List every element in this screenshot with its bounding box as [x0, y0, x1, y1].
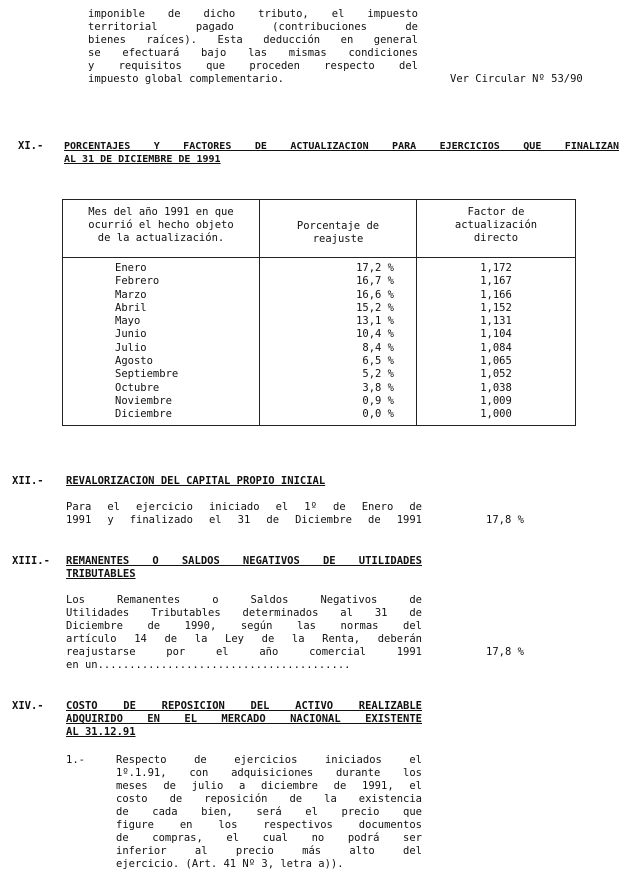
text-line: artículo 14 de la Ley de la Renta, deberán: [66, 633, 422, 645]
text-line: imponible de dicho tributo, el impuesto: [88, 8, 418, 20]
percentage-cell: 0,0 %: [362, 408, 394, 421]
factor-cell: 1,166: [480, 288, 512, 301]
header-line: de la actualización.: [97, 232, 225, 244]
header-line: reajuste: [312, 233, 364, 245]
factor-cell: 1,104: [480, 328, 512, 341]
month-cell: Marzo: [115, 288, 147, 301]
month-cell: Junio: [115, 328, 147, 341]
factor-cell: 1,084: [480, 341, 512, 354]
text-line: se efectuará bajo las mismas condiciones: [88, 47, 418, 59]
text-line: costo de reposición de la existencia: [116, 793, 422, 805]
table-body-row: [63, 258, 576, 426]
month-cell: Octubre: [115, 381, 160, 394]
header-line: Factor de: [467, 206, 525, 218]
title-line: PORCENTAJES Y FACTORES DE ACTUALIZACION PARA EJERCICIOS QUE FINALIZAN: [64, 141, 619, 152]
text-line: Para el ejercicio iniciado el 1º de Enero de: [66, 501, 422, 513]
header-line: directo: [473, 232, 519, 244]
month-column: [63, 258, 260, 426]
factor-cell: 1,152: [480, 301, 512, 314]
title-line: COSTO DE REPOSICION DEL ACTIVO REALIZABLE: [66, 700, 422, 712]
factor-cell: 1,038: [480, 381, 512, 394]
section-title: [66, 700, 422, 739]
title-line: REMANENTES O SALDOS NEGATIVOS DE UTILIDADES: [66, 555, 422, 567]
revaluation-value: 17,8 %: [486, 514, 524, 526]
header-month: [63, 200, 260, 258]
section-title: [64, 140, 619, 166]
month-cell: Febrero: [115, 275, 160, 288]
text-line: 1991 y finalizado el 31 de Diciembre de 1991: [66, 514, 422, 526]
text-line: Utilidades Tributables determinados al 31 de: [66, 607, 422, 619]
circular-reference: Ver Circular Nº 53/90: [450, 73, 583, 85]
header-line: actualización: [454, 219, 538, 231]
section-number: XII.-: [12, 475, 44, 487]
header-factor: [417, 200, 576, 258]
percentage-cell: 16,7 %: [356, 275, 394, 288]
month-cell: Mayo: [115, 315, 141, 328]
item-number: 1.-: [66, 754, 85, 766]
adjustment-value: 17,8 %: [486, 646, 524, 658]
text-line: Respecto de ejercicios iniciados el: [116, 754, 422, 766]
section-number: XIII.-: [12, 555, 50, 567]
factor-cell: 1,172: [480, 262, 512, 274]
update-factors-table: [62, 199, 576, 426]
header-line: ocurrió el hecho objeto: [88, 219, 234, 231]
text-line: 1º.1.91, con adquisiciones durante los: [116, 767, 422, 779]
percentage-cell: 8,4 %: [362, 341, 394, 354]
text-line: Diciembre de 1990, según las normas del: [66, 620, 422, 632]
factor-cell: 1,167: [480, 275, 512, 288]
section-number: XI.-: [18, 140, 44, 152]
text-line: impuesto global complementario.: [88, 73, 284, 85]
title-line: AL 31.12.91: [66, 726, 136, 738]
month-cell: Septiembre: [115, 368, 179, 381]
title-line: TRIBUTABLES: [66, 568, 136, 580]
header-line: Porcentaje de: [296, 220, 380, 232]
text-line: inferior al precio más alto del: [116, 845, 422, 857]
text-line: reajustarse por el año comercial 1991: [66, 646, 422, 658]
month-cell: Enero: [115, 262, 147, 274]
title-line: AL 31 DE DICIEMBRE DE 1991: [64, 154, 221, 165]
month-cell: Abril: [115, 301, 147, 314]
text-line: en un........................................: [66, 659, 351, 671]
text-line: y requisitos que proceden respecto del: [88, 60, 418, 72]
percentage-cell: 10,4 %: [356, 328, 394, 341]
section-number: XIV.-: [12, 700, 44, 712]
text-line: meses de julio a diciembre de 1991, el: [116, 780, 422, 792]
text-line: de cada bien, será el precio que: [116, 806, 422, 818]
factor-cell: 1,009: [480, 394, 512, 407]
text-line: territorial pagado (contribuciones de: [88, 21, 418, 33]
section-paragraph: [66, 594, 422, 672]
percentage-cell: 13,1 %: [356, 315, 394, 328]
title-line: ADQUIRIDO EN EL MERCADO NACIONAL EXISTENTE: [66, 713, 422, 725]
table-header-row: [63, 200, 576, 258]
percentage-cell: 3,8 %: [362, 381, 394, 394]
section-title: [66, 555, 422, 581]
percentage-column: [260, 258, 417, 426]
percentage-cell: 17,2 %: [356, 262, 394, 274]
percentage-cell: 15,2 %: [356, 301, 394, 314]
text-line: bienes raíces). Esta deducción en general: [88, 34, 418, 46]
header-percentage: [260, 200, 417, 258]
percentage-cell: 0,9 %: [362, 394, 394, 407]
factor-cell: 1,000: [480, 408, 512, 421]
text-line: figure en los respectivos documentos: [116, 819, 422, 831]
factor-column: [417, 258, 576, 426]
month-cell: Julio: [115, 341, 147, 354]
header-line: Mes del año 1991 en que: [88, 206, 234, 218]
text-line: Los Remanentes o Saldos Negativos de: [66, 594, 422, 606]
section-paragraph: [66, 501, 422, 527]
month-cell: Agosto: [115, 355, 153, 368]
factor-cell: 1,131: [480, 315, 512, 328]
intro-paragraph: [88, 8, 418, 86]
month-cell: Noviembre: [115, 394, 172, 407]
text-line: de compras, el cual no podrá ser: [116, 832, 422, 844]
percentage-cell: 6,5 %: [362, 355, 394, 368]
factor-cell: 1,065: [480, 355, 512, 368]
text-line: ejercicio. (Art. 41 Nº 3, letra a)).: [116, 858, 344, 870]
factor-cell: 1,052: [480, 368, 512, 381]
item-paragraph: [116, 754, 422, 871]
section-title: REVALORIZACION DEL CAPITAL PROPIO INICIAL: [66, 475, 326, 487]
month-cell: Diciembre: [115, 408, 172, 421]
percentage-cell: 16,6 %: [356, 288, 394, 301]
percentage-cell: 5,2 %: [362, 368, 394, 381]
